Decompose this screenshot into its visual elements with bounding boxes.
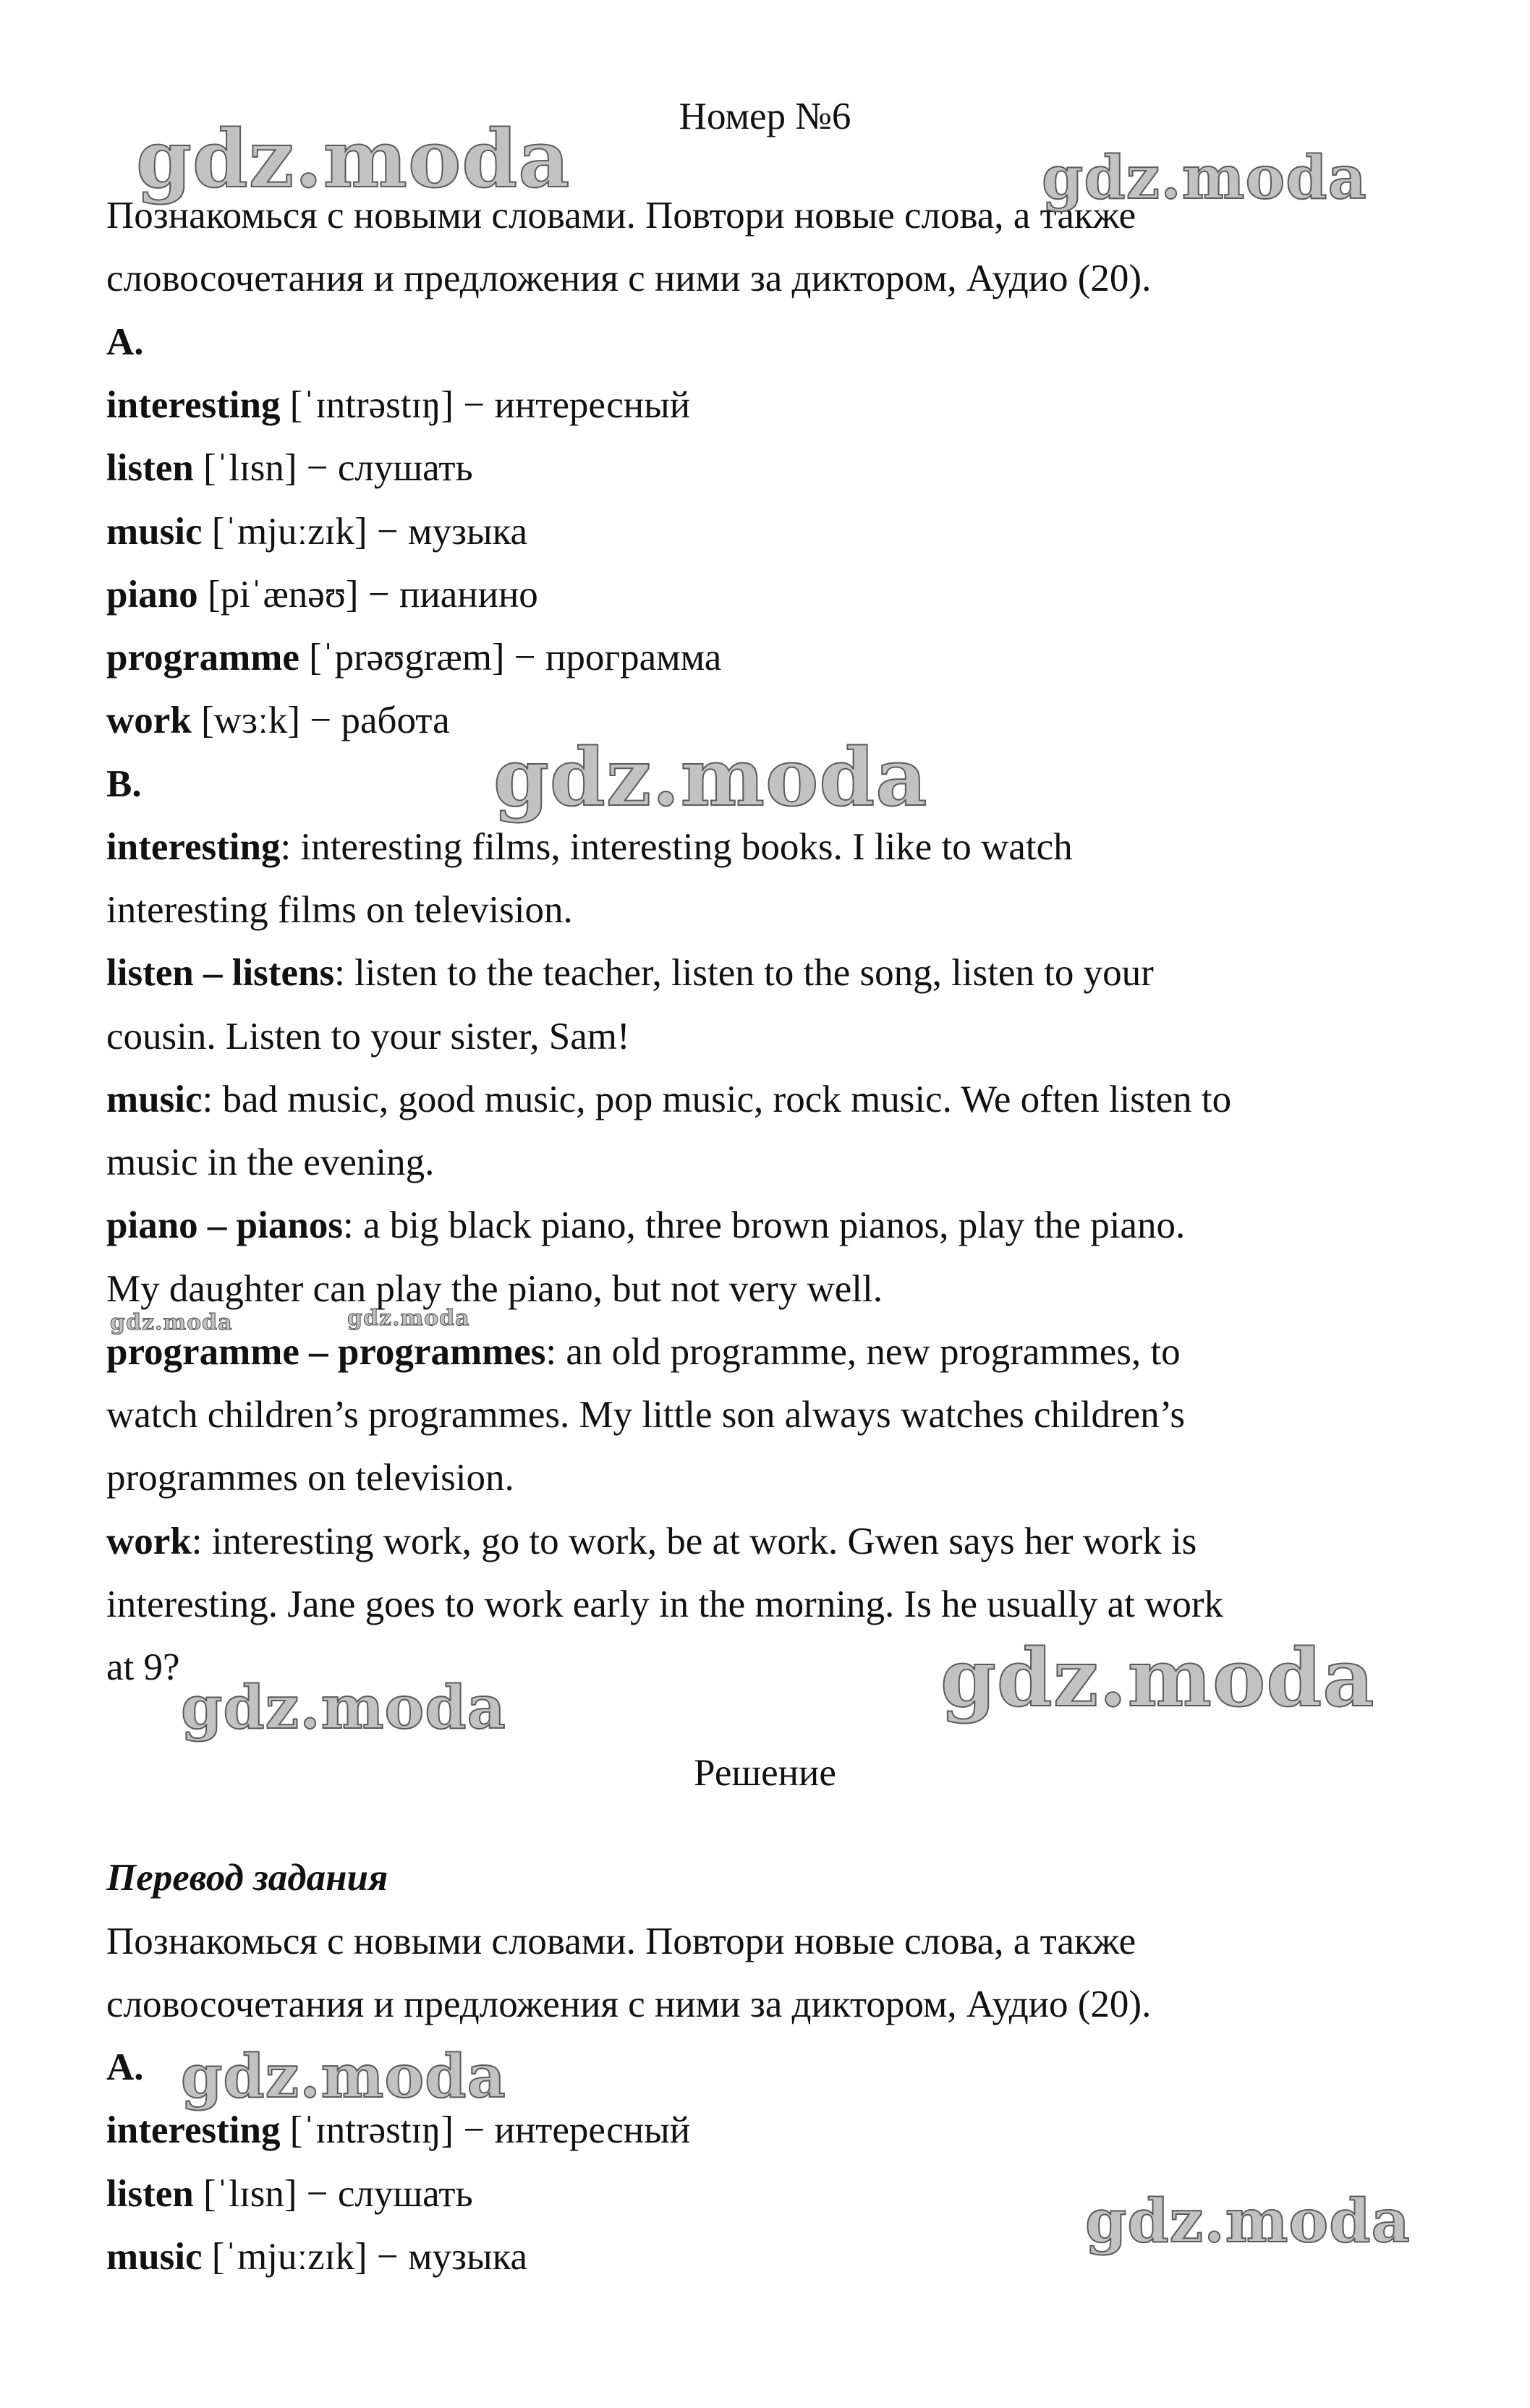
vocab-entry: listen [ˈlɪsn] − слушать — [106, 447, 473, 489]
watermark: gdz.moda — [493, 731, 928, 824]
section-b-label: B. — [106, 763, 142, 805]
vocab-word: music — [106, 511, 203, 553]
example-word: listen – listens — [106, 952, 335, 994]
vocab-entry: programme [ˈprəʊgræm] − программа — [106, 637, 722, 678]
translation-heading: Перевод задания — [106, 1857, 388, 1899]
page-title: Номер №6 — [679, 95, 851, 137]
example-line: cousin. Listen to your sister, Sam! — [106, 1016, 630, 1058]
watermark: gdz.moda — [1085, 2187, 1411, 2256]
example-line: music in the evening. — [106, 1141, 435, 1183]
section-a-label: A. — [106, 2046, 144, 2088]
watermark: gdz.moda — [1042, 143, 1367, 213]
example-line: programmes on television. — [106, 1457, 514, 1499]
example-line: programme – programmes: an old programme, new programmes, to — [106, 1331, 1181, 1373]
vocab-entry: piano [piˈænəʊ] − пианино — [106, 574, 538, 616]
watermark: gdz.moda — [940, 1631, 1375, 1724]
instruction-line: Познакомься с новыми словами. Повтори новые слова, а также — [106, 195, 1136, 237]
solution-title: Решение — [694, 1752, 836, 1794]
vocab-word: interesting — [106, 2109, 281, 2151]
section-a-label: A. — [106, 321, 144, 363]
vocab-entry: music [ˈmjuːzɪk] − музыка — [106, 511, 528, 553]
vocab-entry: work [wɜːk] − работа — [106, 699, 450, 741]
vocab-word: programme — [106, 637, 299, 678]
example-line: piano – pianos: a big black piano, three brown pianos, play the piano. — [106, 1204, 1186, 1246]
example-word: piano – pianos — [106, 1204, 343, 1246]
vocab-word: music — [106, 2236, 203, 2278]
watermark: gdz.moda — [347, 1306, 470, 1331]
example-line: work: interesting work, go to work, be at work. Gwen says her work is — [106, 1520, 1197, 1562]
instruction-line: словосочетания и предложения с ними за диктором, Аудио (20). — [106, 258, 1152, 299]
vocab-word: listen — [106, 447, 194, 489]
vocab-word: work — [106, 699, 192, 741]
watermark: gdz.moda — [136, 112, 571, 205]
watermark: gdz.moda — [110, 1310, 233, 1335]
example-word: music — [106, 1079, 203, 1120]
example-line: watch children’s programmes. My little son always watches children’s — [106, 1394, 1185, 1436]
vocab-entry: interesting [ˈɪntrəstɪŋ] − интересный — [106, 2109, 691, 2151]
watermark: gdz.moda — [181, 1673, 506, 1743]
example-line: My daughter can play the piano, but not very well. — [106, 1268, 883, 1310]
example-word: work — [106, 1520, 192, 1562]
instruction-line: словосочетания и предложения с ними за диктором, Аудио (20). — [106, 1983, 1152, 2025]
example-line: listen – listens: listen to the teacher, listen to the song, listen to your — [106, 952, 1154, 994]
vocab-entry: interesting [ˈɪntrəstɪŋ] − интересный — [106, 384, 691, 426]
example-line: interesting: interesting films, interesting books. I like to watch — [106, 826, 1073, 868]
example-line: interesting films on television. — [106, 889, 573, 931]
vocab-word: piano — [106, 574, 198, 616]
example-line: interesting. Jane goes to work early in the morning. Is he usually at work — [106, 1583, 1224, 1625]
instruction-line: Познакомься с новыми словами. Повтори новые слова, а также — [106, 1920, 1136, 1962]
example-word: interesting — [106, 826, 281, 868]
watermark: gdz.moda — [181, 2042, 506, 2111]
vocab-word: interesting — [106, 384, 281, 426]
vocab-word: listen — [106, 2173, 194, 2215]
example-line: music: bad music, good music, pop music, rock music. We often listen to — [106, 1079, 1232, 1120]
vocab-entry: music [ˈmjuːzɪk] − музыка — [106, 2236, 528, 2278]
example-word: programme – programmes — [106, 1331, 546, 1373]
example-line: at 9? — [106, 1646, 180, 1688]
vocab-entry: listen [ˈlɪsn] − слушать — [106, 2173, 473, 2215]
